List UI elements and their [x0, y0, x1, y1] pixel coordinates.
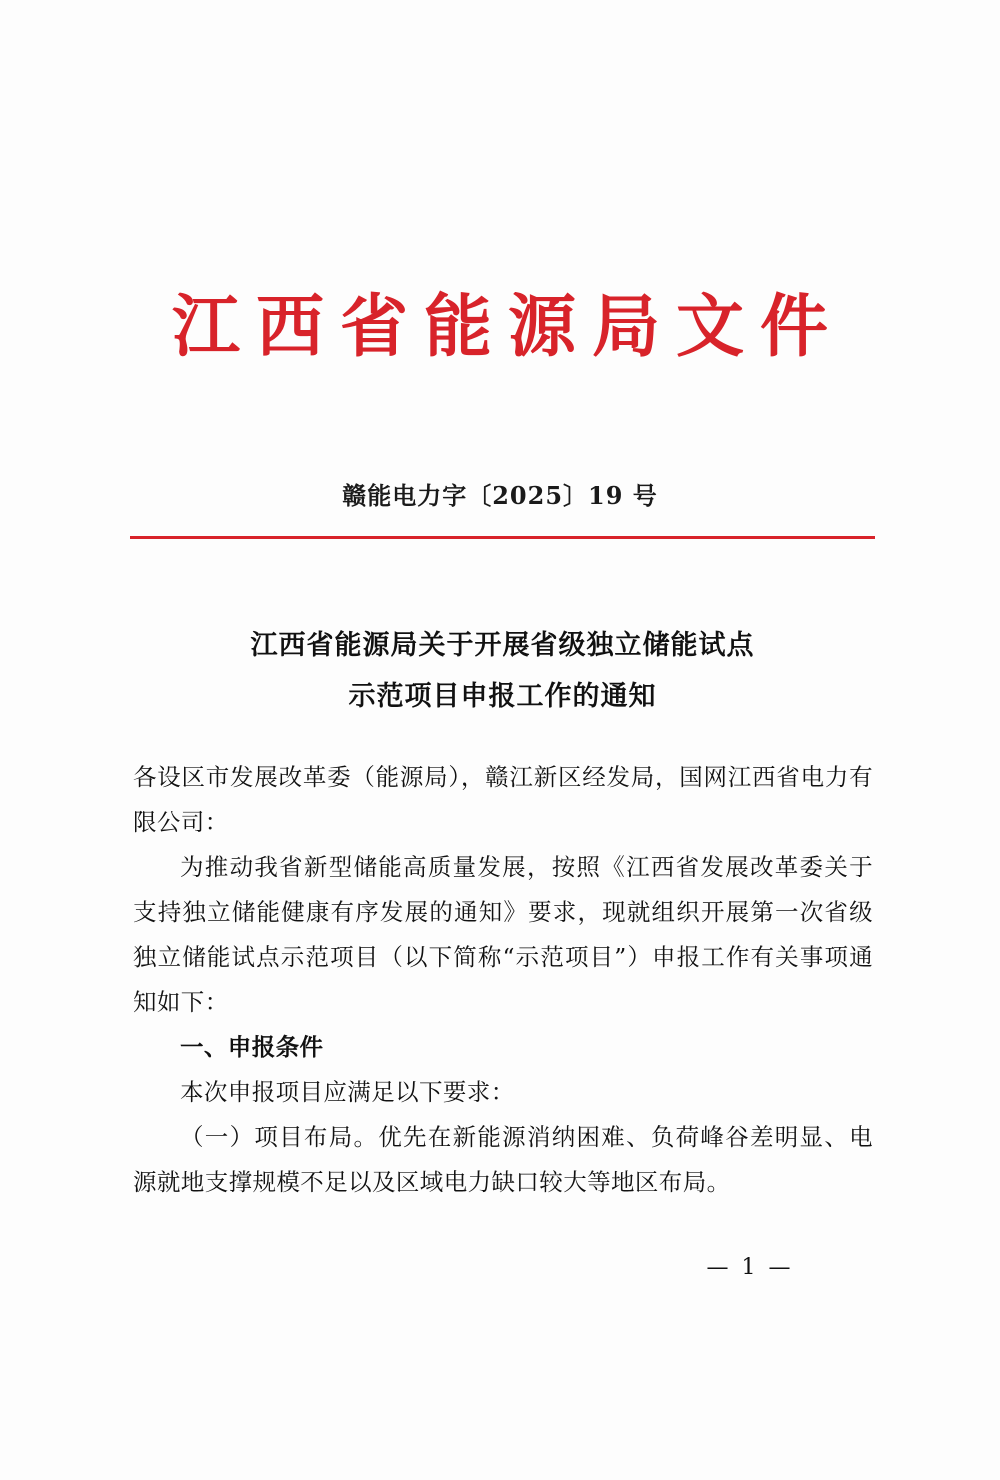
masthead: [0, 288, 1000, 366]
paragraph-intro: 为推动我省新型储能高质量发展，按照《江西省发展改革委关于支持独立储能健康有序发展的通知》要求，现就组织开展第一次省级独立储能试点示范项目（以下简称“示范项目”）申报工作有关事项通知如下：: [133, 853, 873, 1016]
page-number-text: — 1 —: [706, 1255, 794, 1280]
page-title-line-2: 示范项目申报工作的通知: [348, 681, 657, 713]
document-body: [133, 755, 873, 1205]
section-heading-one: 一、申报条件: [180, 1033, 324, 1061]
paragraph-addressee: 各设区市发展改革委（能源局），赣江新区经发局，国网江西省电力有限公司：: [133, 763, 873, 836]
page-title: [130, 620, 875, 723]
paragraph-requirements-lead: 本次申报项目应满足以下要求：: [180, 1078, 515, 1106]
masthead-title: 江西省能源局文件: [171, 287, 844, 367]
document-number: 赣能电力字〔2025〕19 号: [342, 481, 658, 510]
red-divider-rule: [130, 536, 875, 539]
paragraph-item-one: （一）项目布局。优先在新能源消纳困难、负荷峰谷差明显、电源就地支撑规模不足以及区域电力缺口较大等地区布局。: [133, 1123, 873, 1196]
page-number: [0, 1255, 1000, 1280]
page-title-line-1: 江西省能源局关于开展省级独立储能试点: [250, 630, 755, 661]
